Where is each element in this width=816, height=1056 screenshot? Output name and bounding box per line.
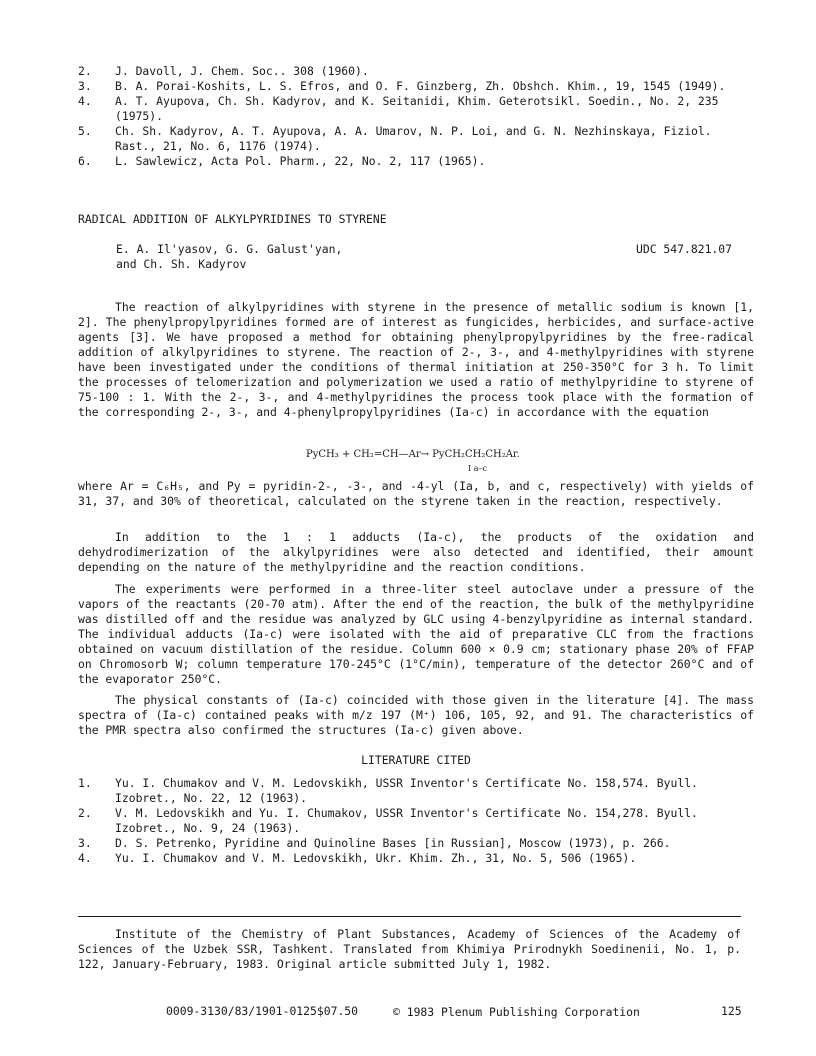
reference-item bbox=[78, 776, 758, 806]
body-paragraph-4: The experiments were performed in a three-liter steel autoclave under a pressure of the vapors of the reactants (20-70 atm). After the end of the reaction, the bulk of the methylpyridine was distilled off and the residue was analyzed by GLC using 4-benzylpyridine as internal standard. The individual adducts (Ia-c) were isolated with the aid of preparative CLC from the fractions obtained on vacuum distillation of the residue. Column 600 × 0.9 cm; stationary phase 20% of FFAP on Chromosorb W; column temperature 170-245°C (1°C/min), temperature of the detector 260°C and of the evaporator 250°C. bbox=[78, 582, 754, 686]
reference-text: Yu. I. Chumakov and V. M. Ledovskikh, Ukr. Khim. Zh., 31, No. 5, 506 (1965). bbox=[115, 851, 637, 865]
authors-line-1: E. A. Il'yasov, G. G. Galust'yan, bbox=[116, 242, 343, 256]
reference-item bbox=[78, 64, 758, 79]
reference-item bbox=[78, 94, 758, 124]
reference-item bbox=[78, 154, 758, 169]
reaction-equation: PyCH₃ + CH₂=CH—Ar→ PyCH₂CH₂CH₂Ar. bbox=[306, 449, 520, 460]
authors-line-2: and Ch. Sh. Kadyrov bbox=[116, 257, 247, 271]
footer-code: 0009-3130/83/1901-0125$07.50 bbox=[166, 1004, 359, 1018]
article-title: RADICAL ADDITION OF ALKYLPYRIDINES TO STYRENE bbox=[78, 212, 387, 226]
footnote-affiliation: Institute of the Chemistry of Plant Substances, Academy of Sciences of the Academy of Sciences of the Uzbek SSR, Tashkent. Translated from Khimiya Prirodnykh Soedinenii, No. 1, p. 122, January-February, 1983. Original article submitted July 1, 1982. bbox=[78, 927, 741, 971]
reference-number: 2. bbox=[78, 806, 92, 820]
footer-copyright: © 1983 Plenum Publishing Corporation bbox=[393, 1005, 640, 1019]
reference-text: B. A. Porai-Koshits, L. S. Efros, and O. F. Ginzberg, Zh. Obshch. Khim., 19, 1545 (1949). bbox=[115, 79, 726, 93]
reference-number: 6. bbox=[78, 154, 92, 168]
reference-text: Yu. I. Chumakov and V. M. Ledovskikh, USSR Inventor's Certificate No. 158,574. Byull. Izobret., No. 22, 12 (1963). bbox=[115, 776, 705, 805]
body-paragraph-5: The physical constants of (Ia-c) coincided with those given in the literature [4]. The mass spectra of (Ia-c) contained peaks with m/z 197 (M⁺) 106, 105, 92, and 91. The characteristics of the PMR spectra also confirmed the structures (Ia-c) given above. bbox=[78, 693, 754, 737]
udc-code: UDC 547.821.07 bbox=[636, 242, 733, 256]
literature-cited-heading: LITERATURE CITED bbox=[361, 753, 471, 767]
body-paragraph-3: In addition to the 1 : 1 adducts (Ia-c), the products of the oxidation and dehydrodimerization of the alkylpyridines were also detected and identified, their amount depending on the nature of the methylpyridine and the reaction conditions. bbox=[78, 530, 754, 574]
reference-number: 4. bbox=[78, 94, 92, 108]
previous-references-list bbox=[78, 64, 758, 169]
body-paragraph-1: The reaction of alkylpyridines with styrene in the presence of metallic sodium is known [1, 2]. The phenylpropylpyridines formed are of interest as fungicides, herbicides, and surface-active agents [3]. We have proposed a method for obtaining phenylpropylpyridines by the free-radical addition of alkylpyridines to styrene. The reaction of 2-, 3-, and 4-methylpyridines with styrene have been investigated under the conditions of thermal initiation at 250-350°C for 3 h. To limit the processes of telomerization and polymerization we used a ratio of methylpyridine to styrene of 75-100 : 1. With the 2-, 3-, and 4-methylpyridines the process took place with the formation of the corresponding 2-, 3-, and 4-phenylpropylpyridines (Ia-c) in accordance with the equation bbox=[78, 300, 754, 419]
reference-number: 5. bbox=[78, 124, 92, 138]
reference-text: V. M. Ledovskikh and Yu. I. Chumakov, USSR Inventor's Certificate No. 154,278. Byull. Izobret., No. 9, 24 (1963). bbox=[115, 806, 705, 835]
reference-text: L. Sawlewicz, Acta Pol. Pharm., 22, No. 2, 117 (1965). bbox=[115, 154, 486, 168]
reference-text: J. Davoll, J. Chem. Soc.. 308 (1960). bbox=[115, 64, 369, 78]
reference-number: 1. bbox=[78, 776, 92, 790]
body-paragraph-2: where Ar = C₆H₅, and Py = pyridin-2-, -3-, and -4-yl (Ia, b, and c, respectively) with yields of 31, 37, and 30% of theoretical, calculated on the styrene taken in the reaction, respectively. bbox=[78, 479, 754, 508]
reference-item bbox=[78, 836, 758, 851]
reference-item bbox=[78, 851, 758, 866]
reference-item bbox=[78, 79, 758, 94]
reference-text: Ch. Sh. Kadyrov, A. T. Ayupova, A. A. Umarov, N. P. Loi, and G. N. Nezhinskaya, Fiziol. Rast., 21, No. 6, 1176 (1974). bbox=[115, 124, 719, 153]
equation-label: I a–c bbox=[468, 464, 487, 473]
literature-references-list bbox=[78, 776, 758, 866]
reference-text: D. S. Petrenko, Pyridine and Quinoline Bases [in Russian], Moscow (1973), p. 266. bbox=[115, 836, 671, 850]
reference-number: 3. bbox=[78, 79, 92, 93]
reference-text: A. T. Ayupova, Ch. Sh. Kadyrov, and K. Seitanidi, Khim. Geterotsikl. Soedin., No. 2, 235 (1975). bbox=[115, 94, 726, 123]
reference-number: 3. bbox=[78, 836, 92, 850]
reference-item bbox=[78, 806, 758, 836]
reference-item bbox=[78, 124, 758, 154]
reference-number: 2. bbox=[78, 64, 92, 78]
reference-number: 4. bbox=[78, 851, 92, 865]
footnote-divider bbox=[78, 916, 741, 917]
page-number: 125 bbox=[721, 1004, 742, 1018]
